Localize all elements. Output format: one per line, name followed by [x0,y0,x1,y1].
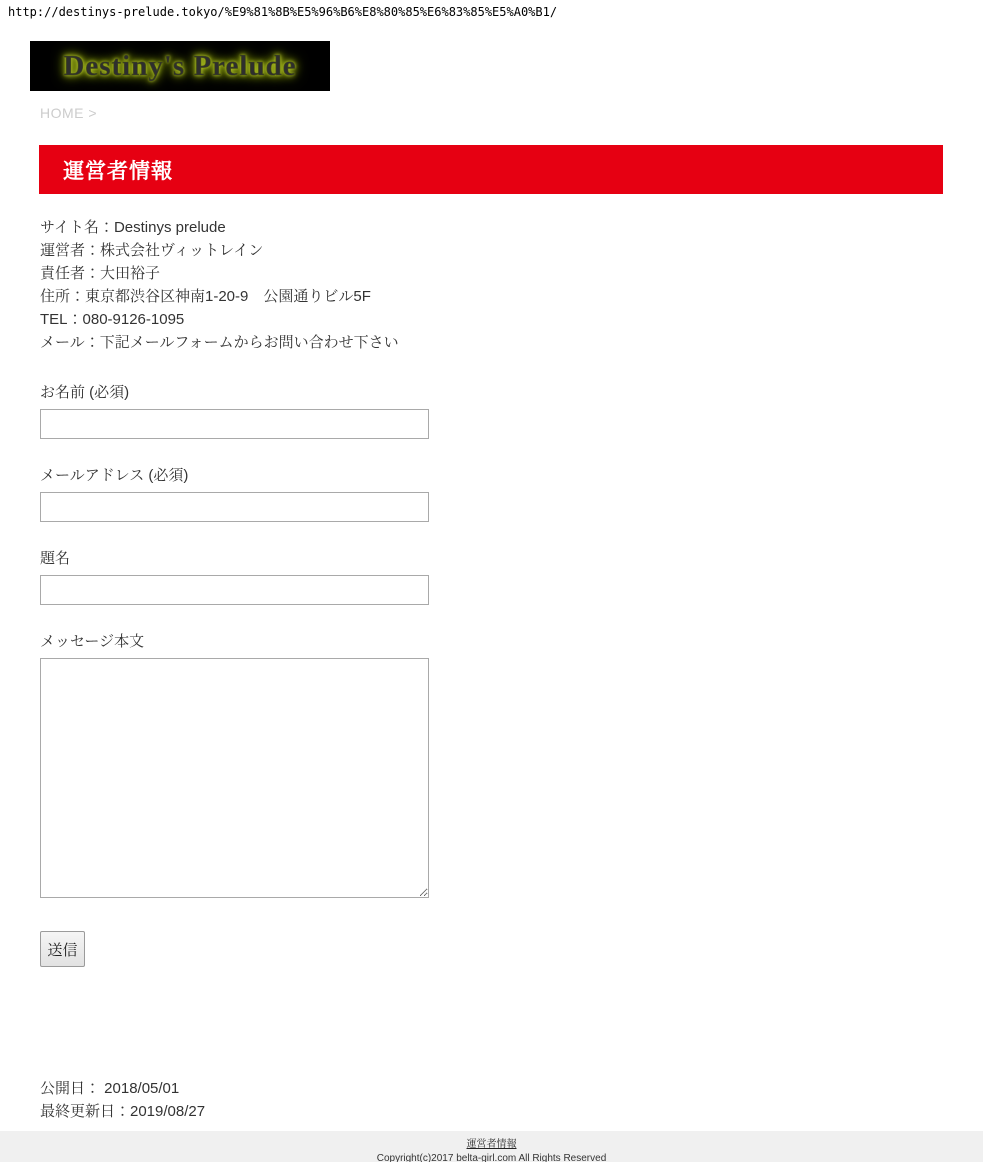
info-tel: TEL：080-9126-1095 [40,311,185,328]
footer-copyright: Copyright(c)2017 belta-girl.com All Rights Reserved [376,1153,607,1162]
message-textarea[interactable] [40,658,429,898]
last-updated-date: 最終更新日：2019/08/27 [40,1103,206,1120]
page-url: http://destinys-prelude.tokyo/%E9%81%8B%E5%96%B6%E8%80%85%E6%83%85%E5%A0%B1/ [8,5,558,19]
page-dates-block [40,1077,983,1123]
info-site-name: サイト名：Destinys prelude [40,219,226,236]
footer [0,1131,983,1162]
message-field-label: メッセージ本文 [40,633,145,650]
email-field-group [40,464,429,522]
name-field-group [40,381,429,439]
name-field-label: お名前 (必須) [40,384,130,401]
contact-form [40,381,429,967]
info-address: 住所：東京都渋谷区神南1-20-9 公園通りビル5F [40,288,371,305]
info-responsible: 責任者：大田裕子 [40,265,161,282]
message-field-group [40,630,429,903]
submit-button[interactable]: 送信 [40,931,85,967]
name-input[interactable] [40,409,429,439]
info-mail: メール：下記メールフォームからお問い合わせ下さい [40,334,399,351]
published-date: 公開日： 2018/05/01 [40,1080,180,1097]
page-title-banner [39,145,943,194]
breadcrumb[interactable]: HOME > [40,105,98,121]
page-title: 運営者情報 [63,159,173,183]
subject-input[interactable] [40,575,429,605]
subject-field-label: 題名 [40,550,71,567]
subject-field-group [40,547,429,605]
email-field-label: メールアドレス (必須) [40,467,189,484]
operator-info-block [40,216,983,354]
site-logo-text: Destiny's Prelude [63,49,297,82]
site-logo[interactable] [30,41,330,91]
footer-operator-info-link[interactable]: 運営者情報 [466,1139,517,1150]
info-operator: 運営者：株式会社ヴィットレイン [40,242,264,259]
email-input[interactable] [40,492,429,522]
